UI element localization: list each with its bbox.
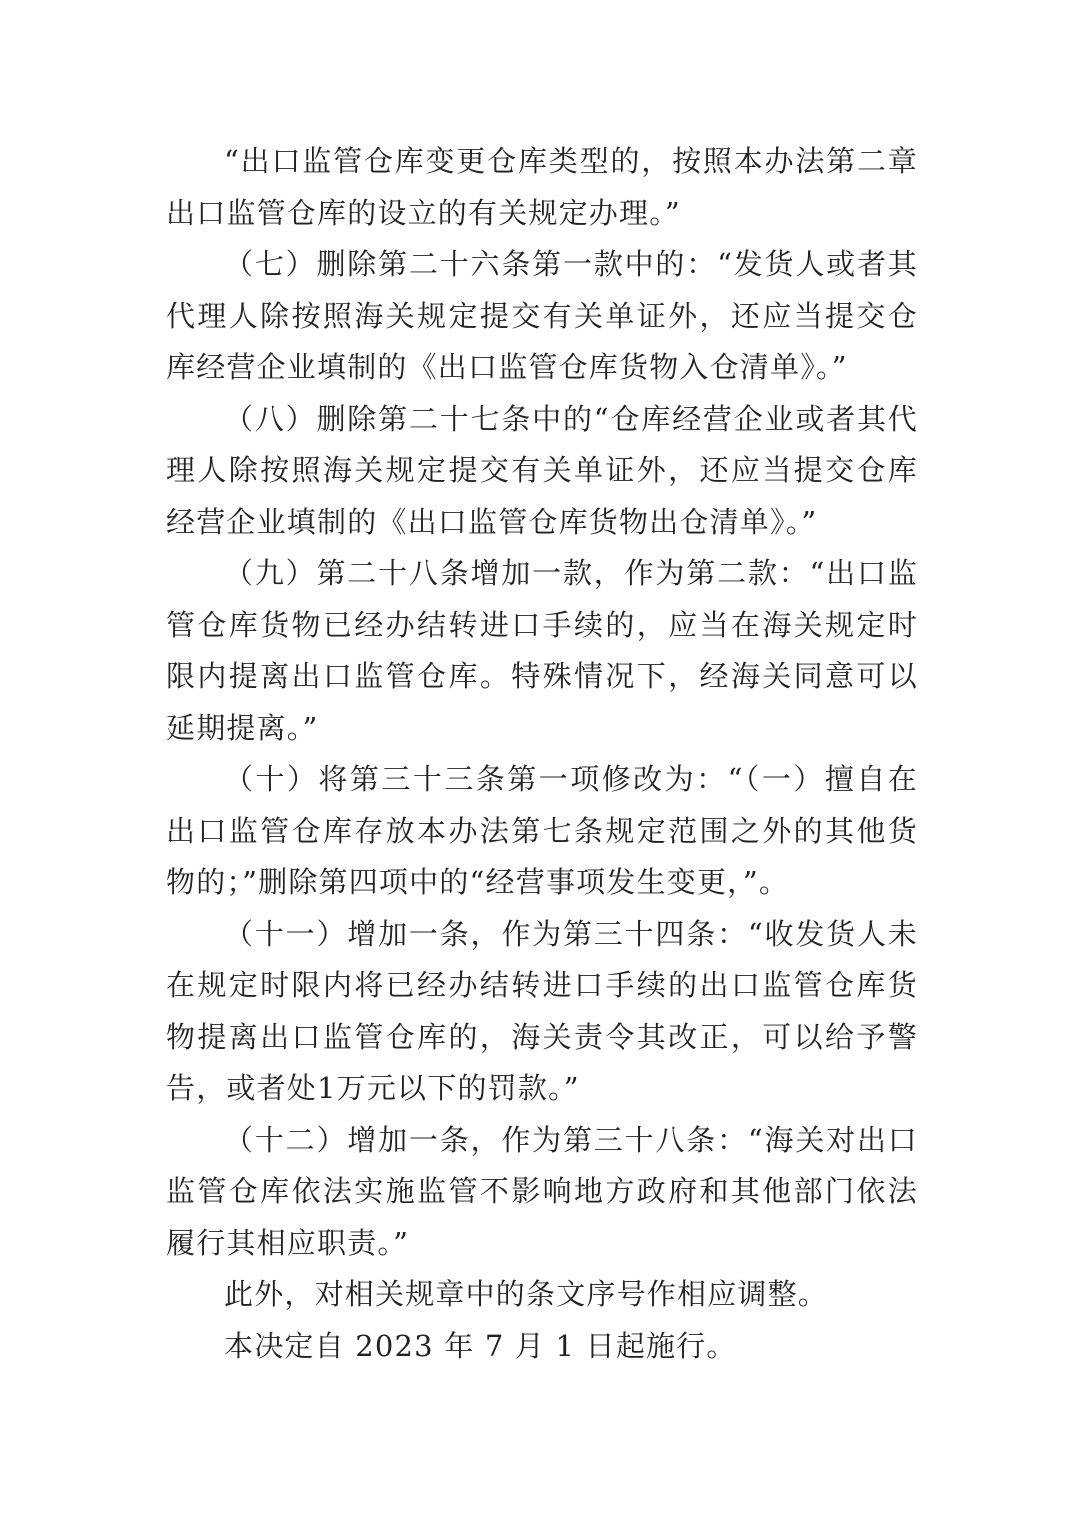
paragraph-item-10: （十）将第三十三条第一项修改为：“（一）擅自在出口监管仓库存放本办法第七条规定范围之外的其他货物的；”删除第四项中的“经营事项发生变更，”。: [166, 762, 918, 899]
paragraph-warehouse-type-change: “出口监管仓库变更仓库类型的，按照本办法第二章出口监管仓库的设立的有关规定办理。”: [166, 144, 918, 230]
document-body: [166, 136, 918, 1372]
paragraph-item-8: （八）删除第二十七条中的“仓库经营企业或者其代理人除按照海关规定提交有关单证外，还应当提交仓库经营企业填制的《出口监管仓库货物出仓清单》。”: [166, 401, 918, 539]
paragraph-effective-date: 本决定自 2023 年 7 月 1 日起施行。: [224, 1328, 737, 1363]
paragraph-item-7: （七）删除第二十六条第一款中的：“发货人或者其代理人除按照海关规定提交有关单证外，还应当提交仓库经营企业填制的《出口监管仓库货物入仓清单》。”: [166, 247, 918, 384]
paragraph-numbering-adjustment: 此外，对相关规章中的条文序号作相应调整。: [224, 1277, 829, 1311]
paragraph-item-9: （九）第二十八条增加一款，作为第二款：“出口监管仓库货物已经办结转进口手续的，应当在海关规定时限内提离出口监管仓库。特殊情况下，经海关同意可以延期提离。”: [166, 556, 918, 745]
paragraph-item-12: （十二）增加一条，作为第三十八条：“海关对出口监管仓库依法实施监管不影响地方政府和其他部门依法履行其相应职责。”: [166, 1122, 918, 1260]
paragraph-item-11: （十一）增加一条，作为第三十四条：“收发货人未在规定时限内将已经办结转进口手续的出口监管仓库货物提离出口监管仓库的，海关责令其改正，可以给予警告，或者处1万元以下的罚款。”: [166, 916, 918, 1105]
